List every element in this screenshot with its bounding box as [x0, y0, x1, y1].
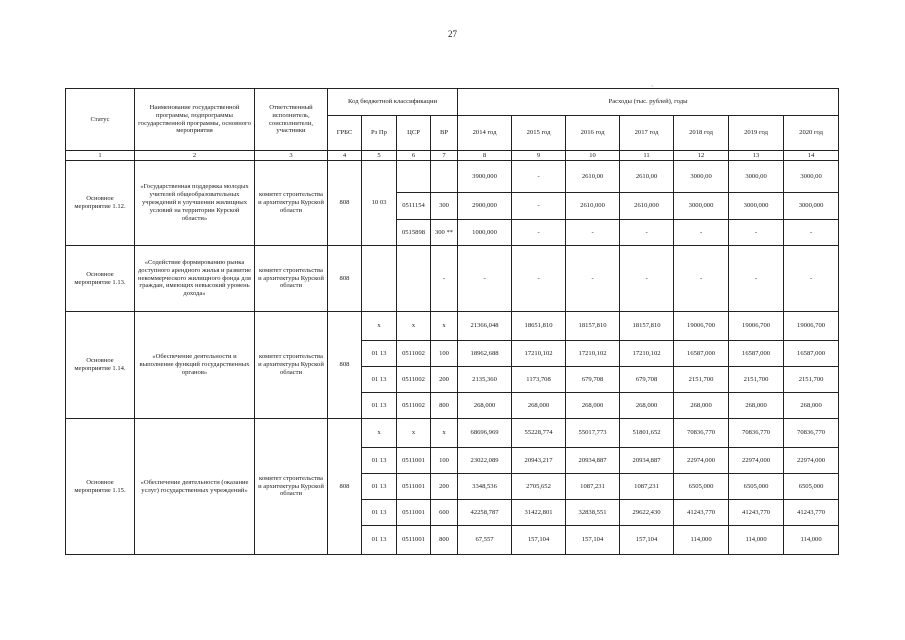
value-cell: - — [566, 246, 620, 312]
column-number: 5 — [362, 151, 397, 161]
value-cell: 2151,700 — [729, 367, 784, 393]
budget-table — [65, 88, 839, 555]
table-row — [66, 419, 839, 448]
header-status: Статус — [66, 89, 135, 151]
value-cell: 268,000 — [458, 393, 512, 419]
rzpr-cell: 01 13 — [362, 393, 397, 419]
value-cell: 1087,231 — [566, 474, 620, 500]
value-cell: - — [458, 246, 512, 312]
header-budget-code: Код бюджетной классификации — [328, 89, 458, 116]
vr-cell — [431, 161, 458, 193]
value-cell: 18157,810 — [566, 312, 620, 341]
value-cell: 268,000 — [784, 393, 839, 419]
vr-cell: 800 — [431, 526, 458, 555]
value-cell: - — [784, 246, 839, 312]
grbs-cell: 808 — [328, 312, 362, 419]
value-cell: 679,708 — [566, 367, 620, 393]
value-cell: 6505,000 — [729, 474, 784, 500]
value-cell: 3900,000 — [458, 161, 512, 193]
value-cell: 6505,000 — [784, 474, 839, 500]
value-cell: 679,708 — [620, 367, 674, 393]
value-cell: 2151,700 — [784, 367, 839, 393]
header-name: Наименование государственной программы, подпрограммы государственной программы, основного мероприятия — [135, 89, 255, 151]
status-cell: Основное мероприятие 1.14. — [66, 312, 135, 419]
value-cell: 19006,700 — [674, 312, 729, 341]
value-cell: 17210,102 — [512, 341, 566, 367]
value-cell: - — [512, 246, 566, 312]
vr-cell: 100 — [431, 341, 458, 367]
header-year: 2017 год — [620, 116, 674, 151]
value-cell: 29622,430 — [620, 500, 674, 526]
grbs-cell: 808 — [328, 161, 362, 246]
value-cell: 16587,000 — [729, 341, 784, 367]
csr-cell: 0511002 — [397, 341, 431, 367]
value-cell: 157,104 — [620, 526, 674, 555]
column-number: 9 — [512, 151, 566, 161]
column-number: 10 — [566, 151, 620, 161]
header-year: 2020 год — [784, 116, 839, 151]
value-cell: 21366,048 — [458, 312, 512, 341]
csr-cell: 0511001 — [397, 500, 431, 526]
value-cell: 3000,00 — [729, 161, 784, 193]
value-cell: 55017,773 — [566, 419, 620, 448]
column-number: 1 — [66, 151, 135, 161]
csr-cell: 0515898 — [397, 220, 431, 246]
value-cell: - — [674, 246, 729, 312]
value-cell: 114,000 — [784, 526, 839, 555]
value-cell: 70836,770 — [729, 419, 784, 448]
rzpr-cell: 01 13 — [362, 500, 397, 526]
csr-cell: x — [397, 419, 431, 448]
value-cell: 2610,000 — [566, 193, 620, 220]
header-year: 2018 год — [674, 116, 729, 151]
value-cell: 268,000 — [674, 393, 729, 419]
value-cell: 70836,770 — [784, 419, 839, 448]
value-cell: 2705,652 — [512, 474, 566, 500]
header-row-1 — [66, 89, 839, 116]
name-cell: «Обеспечение деятельности (оказание услуг) государственных учреждений» — [135, 419, 255, 555]
column-number: 12 — [674, 151, 729, 161]
responsible-cell: комитет строительства и архитектуры Курской области — [255, 161, 328, 246]
value-cell: 268,000 — [620, 393, 674, 419]
value-cell: 157,104 — [566, 526, 620, 555]
csr-cell: 0511001 — [397, 474, 431, 500]
value-cell: 19006,700 — [784, 312, 839, 341]
value-cell: 2135,360 — [458, 367, 512, 393]
value-cell: 1000,000 — [458, 220, 512, 246]
value-cell: 55228,774 — [512, 419, 566, 448]
rzpr-cell: x — [362, 419, 397, 448]
value-cell: 22974,000 — [729, 448, 784, 474]
column-number-row — [66, 151, 839, 161]
value-cell: 3000,00 — [784, 161, 839, 193]
rzpr-cell: 10 03 — [362, 161, 397, 246]
value-cell: 18157,810 — [620, 312, 674, 341]
header-csr: ЦСР — [397, 116, 431, 151]
value-cell: 17210,102 — [566, 341, 620, 367]
column-number: 11 — [620, 151, 674, 161]
header-expenses: Расходы (тыс. рублей), годы — [458, 89, 839, 116]
value-cell: 67,557 — [458, 526, 512, 555]
value-cell: 268,000 — [512, 393, 566, 419]
value-cell: - — [729, 220, 784, 246]
value-cell: 16587,000 — [674, 341, 729, 367]
column-number: 7 — [431, 151, 458, 161]
value-cell: 41243,770 — [784, 500, 839, 526]
column-number: 3 — [255, 151, 328, 161]
value-cell: 157,104 — [512, 526, 566, 555]
header-rzpr: Рз Пр — [362, 116, 397, 151]
vr-cell: 800 — [431, 393, 458, 419]
rzpr-cell: x — [362, 312, 397, 341]
header-responsible: Ответственный исполнитель, соисполнители, участники — [255, 89, 328, 151]
value-cell: - — [729, 246, 784, 312]
csr-cell: 0511001 — [397, 526, 431, 555]
csr-cell: 0511154 — [397, 193, 431, 220]
column-number: 4 — [328, 151, 362, 161]
header-year: 2015 год — [512, 116, 566, 151]
value-cell: 1173,708 — [512, 367, 566, 393]
value-cell: 114,000 — [729, 526, 784, 555]
responsible-cell: комитет строительства и архитектуры Курской области — [255, 246, 328, 312]
value-cell: 2900,000 — [458, 193, 512, 220]
value-cell: 68696,969 — [458, 419, 512, 448]
value-cell: - — [512, 161, 566, 193]
value-cell: - — [620, 246, 674, 312]
name-cell: «Обеспечение деятельности и выполнение функций государственных органов» — [135, 312, 255, 419]
csr-cell: 0511002 — [397, 367, 431, 393]
value-cell: 1087,231 — [620, 474, 674, 500]
rzpr-cell — [362, 246, 397, 312]
value-cell: 6505,000 — [674, 474, 729, 500]
header-year: 2019 год — [729, 116, 784, 151]
grbs-cell: 808 — [328, 419, 362, 555]
header-grbs: ГРБС — [328, 116, 362, 151]
grbs-cell: 808 — [328, 246, 362, 312]
vr-cell: 200 — [431, 474, 458, 500]
header-year: 2014 год — [458, 116, 512, 151]
value-cell: 3348,536 — [458, 474, 512, 500]
value-cell: 22974,000 — [674, 448, 729, 474]
value-cell: 20934,887 — [620, 448, 674, 474]
responsible-cell: комитет строительства и архитектуры Курской области — [255, 312, 328, 419]
value-cell: - — [674, 220, 729, 246]
value-cell: - — [512, 193, 566, 220]
value-cell: 268,000 — [566, 393, 620, 419]
value-cell: - — [512, 220, 566, 246]
vr-cell: 100 — [431, 448, 458, 474]
csr-cell — [397, 246, 431, 312]
vr-cell: 600 — [431, 500, 458, 526]
value-cell: 20943,217 — [512, 448, 566, 474]
stray-mark: ˎ — [651, 79, 654, 87]
rzpr-cell: 01 13 — [362, 367, 397, 393]
value-cell: - — [620, 220, 674, 246]
status-cell: Основное мероприятие 1.13. — [66, 246, 135, 312]
rzpr-cell: 01 13 — [362, 341, 397, 367]
value-cell: 51801,652 — [620, 419, 674, 448]
column-number: 13 — [729, 151, 784, 161]
value-cell: 3000,000 — [729, 193, 784, 220]
value-cell: 22974,000 — [784, 448, 839, 474]
status-cell: Основное мероприятие 1.12. — [66, 161, 135, 246]
value-cell: 2151,700 — [674, 367, 729, 393]
value-cell: 114,000 — [674, 526, 729, 555]
vr-cell: x — [431, 312, 458, 341]
value-cell: 2610,000 — [620, 193, 674, 220]
value-cell: 2610,00 — [566, 161, 620, 193]
vr-cell: - — [431, 246, 458, 312]
column-number: 2 — [135, 151, 255, 161]
value-cell: 3000,000 — [674, 193, 729, 220]
table-row — [66, 161, 839, 193]
value-cell: 16587,000 — [784, 341, 839, 367]
vr-cell: 300 ** — [431, 220, 458, 246]
value-cell: 3000,00 — [674, 161, 729, 193]
value-cell: 31422,801 — [512, 500, 566, 526]
csr-cell: 0511002 — [397, 393, 431, 419]
value-cell: 19006,700 — [729, 312, 784, 341]
value-cell: 32838,551 — [566, 500, 620, 526]
column-number: 14 — [784, 151, 839, 161]
vr-cell: x — [431, 419, 458, 448]
vr-cell: 300 — [431, 193, 458, 220]
csr-cell: x — [397, 312, 431, 341]
table-row — [66, 312, 839, 341]
csr-cell — [397, 161, 431, 193]
status-cell: Основное мероприятие 1.15. — [66, 419, 135, 555]
rzpr-cell: 01 13 — [362, 448, 397, 474]
column-number: 8 — [458, 151, 512, 161]
value-cell: 70836,770 — [674, 419, 729, 448]
header-year: 2016 год — [566, 116, 620, 151]
value-cell: 268,000 — [729, 393, 784, 419]
value-cell: - — [784, 220, 839, 246]
name-cell: «Государственная поддержка молодых учителей общеобразовательных учреждений в улучшении жилищных условий на территории Курской области» — [135, 161, 255, 246]
value-cell: 20934,887 — [566, 448, 620, 474]
responsible-cell: комитет строительства и архитектуры Курской области — [255, 419, 328, 555]
rzpr-cell: 01 13 — [362, 526, 397, 555]
name-cell: «Содействие формированию рынка доступного арендного жилья и развитие некоммерческого жилищного фонда для граждан, имеющих невысокий уровень дохода» — [135, 246, 255, 312]
value-cell: - — [566, 220, 620, 246]
header-vr: ВР — [431, 116, 458, 151]
page-number: 27 — [448, 29, 457, 39]
value-cell: 18962,688 — [458, 341, 512, 367]
value-cell: 2610,00 — [620, 161, 674, 193]
table-row — [66, 246, 839, 312]
value-cell: 17210,102 — [620, 341, 674, 367]
csr-cell: 0511001 — [397, 448, 431, 474]
value-cell: 3000,000 — [784, 193, 839, 220]
vr-cell: 200 — [431, 367, 458, 393]
rzpr-cell: 01 13 — [362, 474, 397, 500]
value-cell: 23022,089 — [458, 448, 512, 474]
value-cell: 41243,770 — [674, 500, 729, 526]
value-cell: 18651,810 — [512, 312, 566, 341]
value-cell: 41243,770 — [729, 500, 784, 526]
value-cell: 42258,787 — [458, 500, 512, 526]
column-number: 6 — [397, 151, 431, 161]
